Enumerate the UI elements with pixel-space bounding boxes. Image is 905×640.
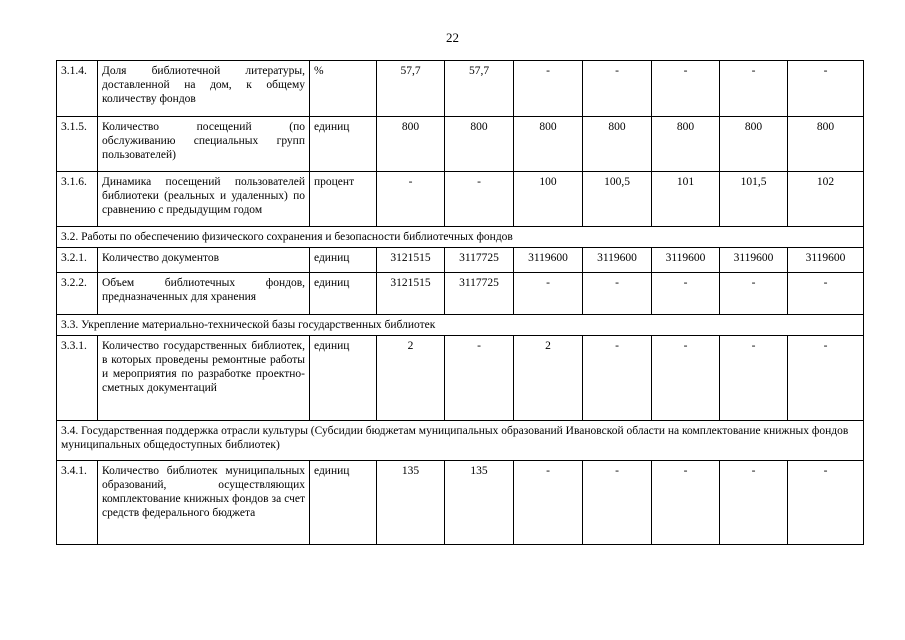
section-row	[57, 227, 864, 248]
row-unit: %	[310, 61, 377, 117]
row-value: -	[445, 172, 514, 227]
row-value: 800	[788, 117, 864, 172]
row-value: -	[720, 461, 788, 545]
row-value: 2	[514, 336, 583, 421]
row-number: 3.2.2.	[57, 273, 98, 315]
row-value: 57,7	[377, 61, 445, 117]
table-row	[57, 248, 864, 273]
row-value: 800	[720, 117, 788, 172]
row-value: 102	[788, 172, 864, 227]
row-value: 2	[377, 336, 445, 421]
row-value: 3119600	[788, 248, 864, 273]
row-number: 3.3.1.	[57, 336, 98, 421]
row-value: 3119600	[720, 248, 788, 273]
row-unit: единиц	[310, 273, 377, 315]
row-value: 800	[583, 117, 652, 172]
table-row	[57, 117, 864, 172]
row-value: -	[720, 61, 788, 117]
row-unit: процент	[310, 172, 377, 227]
page-number: 22	[446, 30, 459, 45]
row-value: -	[583, 61, 652, 117]
row-value: 135	[377, 461, 445, 545]
table-row	[57, 172, 864, 227]
row-unit: единиц	[310, 336, 377, 421]
row-value: -	[788, 61, 864, 117]
row-number: 3.1.5.	[57, 117, 98, 172]
row-value: 3119600	[583, 248, 652, 273]
row-number: 3.1.4.	[57, 61, 98, 117]
row-value: -	[377, 172, 445, 227]
row-value: -	[788, 461, 864, 545]
row-number: 3.1.6.	[57, 172, 98, 227]
indicators-table	[56, 60, 864, 545]
table-row	[57, 336, 864, 421]
row-value: 800	[652, 117, 720, 172]
row-value: -	[583, 336, 652, 421]
row-value: -	[514, 461, 583, 545]
row-value: 800	[377, 117, 445, 172]
row-value: 3121515	[377, 248, 445, 273]
row-value: -	[652, 273, 720, 315]
row-name: Объем библиотечных фондов, предназначенных для хранения	[98, 273, 310, 315]
row-value: -	[652, 61, 720, 117]
row-value: 3117725	[445, 248, 514, 273]
row-number: 3.2.1.	[57, 248, 98, 273]
section-row	[57, 315, 864, 336]
row-value: 100,5	[583, 172, 652, 227]
row-value: -	[788, 273, 864, 315]
row-value: -	[583, 273, 652, 315]
row-value: -	[720, 336, 788, 421]
row-name: Количество государственных библиотек, в которых проведены ремонтные работы и мероприятия по разработке проектно-сметных документаций	[98, 336, 310, 421]
section-title: 3.2. Работы по обеспечению физического сохранения и безопасности библиотечных фондов	[57, 227, 864, 248]
row-value: 800	[445, 117, 514, 172]
row-name: Динамика посещений пользователей библиотеки (реальных и удаленных) по сравнению с предыдущим годом	[98, 172, 310, 227]
table-row	[57, 461, 864, 545]
table-row	[57, 273, 864, 315]
section-row	[57, 421, 864, 461]
row-value: 101	[652, 172, 720, 227]
row-value: 3119600	[514, 248, 583, 273]
row-unit: единиц	[310, 117, 377, 172]
row-name: Количество посещений (по обслуживанию специальных групп пользователей)	[98, 117, 310, 172]
row-value: -	[514, 273, 583, 315]
row-name: Количество библиотек муниципальных образований, осуществляющих комплектование книжных фондов за счет средств федерального бюджета	[98, 461, 310, 545]
row-value: -	[652, 336, 720, 421]
row-value: 800	[514, 117, 583, 172]
row-value: -	[445, 336, 514, 421]
row-value: -	[652, 461, 720, 545]
row-value: 135	[445, 461, 514, 545]
row-value: -	[788, 336, 864, 421]
row-unit: единиц	[310, 461, 377, 545]
row-name: Доля библиотечной литературы, доставленной на дом, к общему количеству фондов	[98, 61, 310, 117]
row-value: 3121515	[377, 273, 445, 315]
row-value: 3117725	[445, 273, 514, 315]
section-title: 3.3. Укрепление материально-технической базы государственных библиотек	[57, 315, 864, 336]
row-value: -	[514, 61, 583, 117]
row-value: 101,5	[720, 172, 788, 227]
row-value: 100	[514, 172, 583, 227]
section-title: 3.4. Государственная поддержка отрасли культуры (Субсидии бюджетам муниципальных образований Ивановской области на комплектование книжных фондов муниципальных общедоступных библиотек)	[57, 421, 864, 461]
row-value: 3119600	[652, 248, 720, 273]
row-unit: единиц	[310, 248, 377, 273]
row-value: -	[583, 461, 652, 545]
row-number: 3.4.1.	[57, 461, 98, 545]
row-name: Количество документов	[98, 248, 310, 273]
row-value: -	[720, 273, 788, 315]
row-value: 57,7	[445, 61, 514, 117]
table-row	[57, 61, 864, 117]
